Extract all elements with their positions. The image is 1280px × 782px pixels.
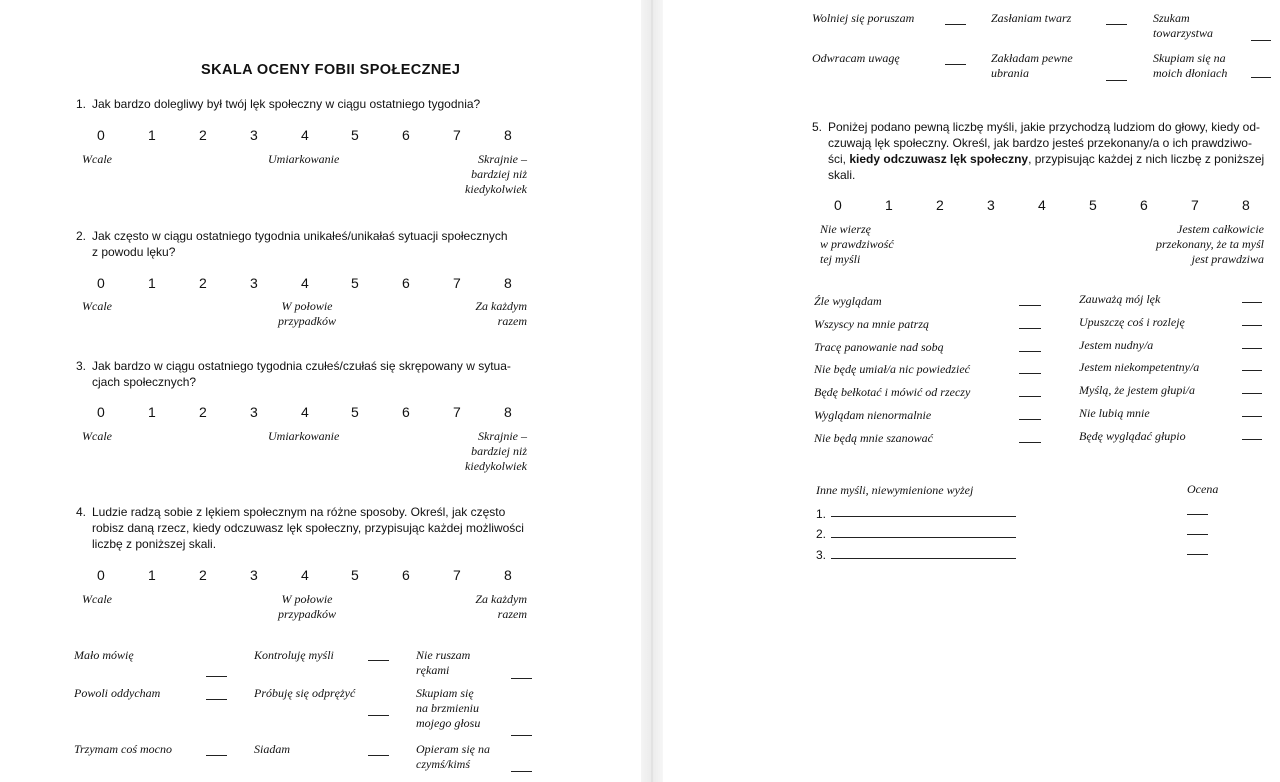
behavior-label-line: towarzystwa — [1153, 26, 1214, 40]
answer-blank[interactable] — [1106, 80, 1127, 81]
behavior-label-line: mojego głosu — [416, 716, 481, 730]
scale-2[interactable]: 2 — [199, 127, 207, 143]
scale-3[interactable]: 3 — [250, 127, 258, 143]
scale-0[interactable]: 0 — [97, 275, 105, 291]
question-text-fragment: , przypisując każdej z nich liczbę z poniższej — [1028, 152, 1265, 166]
answer-blank[interactable] — [368, 715, 389, 716]
anchor-right-line: razem — [497, 314, 527, 328]
thought-label: Będę bełkotać i mówić od rzeczy — [814, 385, 971, 399]
question-2 — [76, 228, 508, 260]
scale-8[interactable]: 8 — [504, 275, 512, 291]
scale-1[interactable]: 1 — [148, 404, 156, 420]
thought-label: Nie będą mnie szanować — [814, 431, 933, 445]
behavior-label: Siadam — [254, 742, 290, 756]
scale-6[interactable]: 6 — [1140, 197, 1148, 213]
answer-blank[interactable] — [1019, 442, 1041, 443]
answer-blank[interactable] — [1242, 302, 1262, 303]
behavior-label-line: na brzmieniu — [416, 701, 479, 715]
anchor-middle — [262, 592, 352, 622]
question-number: 5. — [812, 120, 823, 134]
thought-label: Nie lubią mnie — [1079, 406, 1150, 420]
question-number: 3. — [76, 359, 87, 373]
thought-label: Źle wyglądam — [814, 294, 882, 308]
scale-0[interactable]: 0 — [97, 567, 105, 583]
scale-7[interactable]: 7 — [453, 127, 461, 143]
scale-3[interactable]: 3 — [250, 275, 258, 291]
behavior-label — [416, 686, 480, 731]
anchor-right-line: bardziej niż — [471, 444, 527, 458]
thought-label: Myślą, że jestem głupi/a — [1079, 383, 1195, 397]
anchor-right-line: Skrajnie – — [478, 152, 527, 166]
other-thought-line[interactable] — [831, 537, 1016, 538]
question-number: 4. — [76, 505, 87, 519]
answer-blank[interactable] — [206, 699, 227, 700]
scale-2[interactable]: 2 — [936, 197, 944, 213]
behavior-label: Powoli oddycham — [74, 686, 161, 700]
other-thought-line[interactable] — [831, 516, 1016, 517]
answer-blank[interactable] — [1019, 373, 1041, 374]
answer-blank[interactable] — [1019, 351, 1041, 352]
scale-6[interactable]: 6 — [402, 127, 410, 143]
scale-0[interactable]: 0 — [97, 404, 105, 420]
scale-4[interactable]: 4 — [301, 275, 309, 291]
question-text: robisz daną rzecz, kiedy odczuwasz lęk społeczny, przypisując każdej możliwości — [92, 521, 524, 535]
question-1 — [76, 96, 480, 112]
scale-8[interactable]: 8 — [1242, 197, 1250, 213]
form-title: SKALA OCENY FOBII SPOŁECZNEJ — [201, 62, 461, 78]
behavior-label — [1153, 51, 1227, 81]
answer-blank[interactable] — [1106, 24, 1127, 25]
behavior-label-line: Szukam — [1153, 11, 1190, 25]
scale-6[interactable]: 6 — [402, 404, 410, 420]
anchor-right — [465, 152, 527, 197]
scale-4[interactable]: 4 — [301, 567, 309, 583]
scale-8[interactable]: 8 — [504, 567, 512, 583]
answer-blank[interactable] — [1019, 419, 1041, 420]
question-4 — [76, 504, 524, 552]
answer-blank[interactable] — [1242, 348, 1262, 349]
behavior-label-line: Opieram się na — [416, 742, 490, 756]
anchor-middle-line: W połowie — [281, 299, 333, 313]
anchor-right-line: przekonany, że ta myśl — [1156, 237, 1264, 251]
behavior-label — [991, 51, 1073, 81]
anchor-left: Wcale — [82, 152, 112, 166]
answer-blank[interactable] — [1187, 534, 1208, 535]
answer-blank[interactable] — [1242, 393, 1262, 394]
answer-blank[interactable] — [368, 660, 389, 661]
scale-2[interactable]: 2 — [199, 404, 207, 420]
answer-blank[interactable] — [511, 771, 532, 772]
question-number: 2. — [76, 229, 87, 243]
scale-4[interactable]: 4 — [1038, 197, 1046, 213]
behavior-label: Zasłaniam twarz — [991, 11, 1072, 25]
scale-1[interactable]: 1 — [885, 197, 893, 213]
behavior-label: Trzymam coś mocno — [74, 742, 172, 756]
other-item-number: 2. — [816, 527, 827, 541]
behavior-label-line: rękami — [416, 663, 450, 677]
scale-8[interactable]: 8 — [504, 404, 512, 420]
scale-5[interactable]: 5 — [351, 275, 359, 291]
scale-3[interactable]: 3 — [987, 197, 995, 213]
answer-blank[interactable] — [1242, 439, 1262, 440]
question-text: Poniżej podano pewną liczbę myśli, jakie przychodzą ludziom do głowy, kiedy od- — [828, 120, 1260, 134]
answer-blank[interactable] — [1242, 325, 1262, 326]
anchor-right-line: Jestem całkowicie — [1177, 222, 1264, 236]
behavior-label: Kontroluję myśli — [254, 648, 334, 662]
behavior-label — [416, 742, 490, 772]
question-number: 1. — [76, 97, 87, 111]
anchor-left: Wcale — [82, 299, 112, 313]
scale-7[interactable]: 7 — [1191, 197, 1199, 213]
anchor-right — [475, 299, 527, 329]
anchor-middle: Umiarkowanie — [268, 429, 340, 443]
answer-blank[interactable] — [1019, 396, 1041, 397]
scale-7[interactable]: 7 — [453, 404, 461, 420]
other-item-number: 1. — [816, 507, 827, 521]
other-thoughts-heading: Inne myśli, niewymienione wyżej — [816, 483, 974, 497]
anchor-right-line: kiedykolwiek — [465, 459, 527, 473]
anchor-right-line: razem — [497, 607, 527, 621]
anchor-right-line: bardziej niż — [471, 167, 527, 181]
question-text: liczbę z poniższej skali. — [92, 537, 217, 551]
answer-blank[interactable] — [206, 676, 227, 677]
behavior-label — [1153, 11, 1213, 41]
scale-8[interactable]: 8 — [504, 127, 512, 143]
anchor-left-line: w prawdziwość — [820, 237, 894, 251]
behavior-label-line: Zakładam pewne — [991, 51, 1073, 65]
scale-2[interactable]: 2 — [199, 567, 207, 583]
behavior-label: Odwracam uwagę — [812, 51, 900, 65]
anchor-right — [475, 592, 527, 622]
anchor-left-line: tej myśli — [820, 252, 861, 266]
answer-blank[interactable] — [511, 735, 532, 736]
anchor-right-line: kiedykolwiek — [465, 182, 527, 196]
rating-heading: Ocena — [1187, 482, 1219, 496]
scale-4[interactable]: 4 — [301, 127, 309, 143]
answer-blank[interactable] — [1242, 370, 1262, 371]
anchor-middle-line: przypadków — [278, 607, 336, 621]
thought-label: Będę wyglądać głupio — [1079, 429, 1186, 443]
anchor-middle-line: przypadków — [278, 314, 336, 328]
anchor-right-line: jest prawdziwa — [1191, 252, 1264, 266]
scale-5[interactable]: 5 — [351, 127, 359, 143]
scale-0[interactable]: 0 — [97, 127, 105, 143]
scale-6[interactable]: 6 — [402, 567, 410, 583]
answer-blank[interactable] — [511, 678, 532, 679]
scale-0[interactable]: 0 — [834, 197, 842, 213]
scale-7[interactable]: 7 — [453, 275, 461, 291]
question-text: Ludzie radzą sobie z lękiem społecznym na różne sposoby. Określ, jak często — [92, 505, 506, 519]
page-gutter — [641, 0, 663, 782]
behavior-label-line: Nie ruszam — [416, 648, 471, 662]
thought-label: Nie będę umiał/a nic powiedzieć — [814, 362, 970, 376]
anchor-right — [1156, 222, 1264, 267]
answer-blank[interactable] — [368, 755, 389, 756]
thought-label: Wszyscy na mnie patrzą — [814, 317, 929, 331]
question-text-emphasis: kiedy odczuwasz lęk społeczny — [849, 152, 1029, 166]
behavior-label-line: czymś/kimś — [416, 757, 470, 771]
question-text: z powodu lęku? — [92, 245, 176, 259]
behavior-label: Mało mówię — [74, 648, 134, 662]
scale-3[interactable]: 3 — [250, 404, 258, 420]
scale-1[interactable]: 1 — [148, 127, 156, 143]
question-5 — [812, 119, 1264, 183]
scale-2[interactable]: 2 — [199, 275, 207, 291]
answer-blank[interactable] — [945, 24, 966, 25]
anchor-right-line: Skrajnie – — [478, 429, 527, 443]
answer-blank[interactable] — [1019, 305, 1041, 306]
question-text: czuwają lęk społeczny. Określ, jak bardzo jesteś przekonany/a o ich prawdziwo- — [828, 136, 1252, 150]
answer-blank[interactable] — [1187, 554, 1208, 555]
question-text: cjach społecznych? — [92, 375, 197, 389]
other-item-number: 3. — [816, 548, 827, 562]
scale-1[interactable]: 1 — [148, 275, 156, 291]
answer-blank[interactable] — [1251, 77, 1271, 78]
answer-blank[interactable] — [206, 755, 227, 756]
thought-label: Zauważą mój lęk — [1079, 292, 1161, 306]
anchor-middle — [262, 299, 352, 329]
behavior-label-line: Skupiam się — [416, 686, 474, 700]
anchor-left-line: Nie wierzę — [820, 222, 871, 236]
behavior-label-line: ubrania — [991, 66, 1030, 80]
answer-blank[interactable] — [1019, 328, 1041, 329]
answer-blank[interactable] — [1242, 416, 1262, 417]
behavior-label: Próbuję się odprężyć — [254, 686, 356, 700]
scale-5[interactable]: 5 — [1089, 197, 1097, 213]
question-text — [812, 151, 1264, 167]
anchor-right-line: Za każdym — [475, 592, 527, 606]
anchor-left: Wcale — [82, 429, 112, 443]
question-text: Jak często w ciągu ostatniego tygodnia unikałeś/unikałaś sytuacji społecznych — [92, 229, 508, 243]
scale-6[interactable]: 6 — [402, 275, 410, 291]
question-3 — [76, 358, 511, 390]
behavior-label-line: Skupiam się na — [1153, 51, 1226, 65]
anchor-middle-line: W połowie — [281, 592, 333, 606]
thought-label: Upuszczę coś i rozleję — [1079, 315, 1185, 329]
answer-blank[interactable] — [945, 64, 966, 65]
thought-label: Jestem niekompetentny/a — [1079, 360, 1200, 374]
anchor-left: Wcale — [82, 592, 112, 606]
question-text-fragment: ści, — [828, 152, 850, 166]
anchor-left — [820, 222, 894, 267]
anchor-middle: Umiarkowanie — [268, 152, 340, 166]
answer-blank[interactable] — [1251, 40, 1271, 41]
question-text: skali. — [828, 168, 856, 182]
scale-5[interactable]: 5 — [351, 567, 359, 583]
behavior-label — [416, 648, 470, 678]
scale-1[interactable]: 1 — [148, 567, 156, 583]
question-text: Jak bardzo w ciągu ostatniego tygodnia czułeś/czułaś się skrępowany w sytua- — [92, 359, 511, 373]
thought-label: Wyglądam nienormalnie — [814, 408, 932, 422]
behavior-label-line: moich dłoniach — [1153, 66, 1228, 80]
answer-blank[interactable] — [1187, 514, 1208, 515]
thought-label: Tracę panowanie nad sobą — [814, 340, 944, 354]
other-thought-line[interactable] — [831, 558, 1016, 559]
anchor-right — [465, 429, 527, 474]
scale-3[interactable]: 3 — [250, 567, 258, 583]
behavior-label: Wolniej się poruszam — [812, 11, 915, 25]
thought-label: Jestem nudny/a — [1079, 338, 1154, 352]
question-text: Jak bardzo dolegliwy był twój lęk społeczny w ciągu ostatniego tygodnia? — [92, 97, 481, 111]
anchor-right-line: Za każdym — [475, 299, 527, 313]
scale-4[interactable]: 4 — [301, 404, 309, 420]
scale-5[interactable]: 5 — [351, 404, 359, 420]
scale-7[interactable]: 7 — [453, 567, 461, 583]
